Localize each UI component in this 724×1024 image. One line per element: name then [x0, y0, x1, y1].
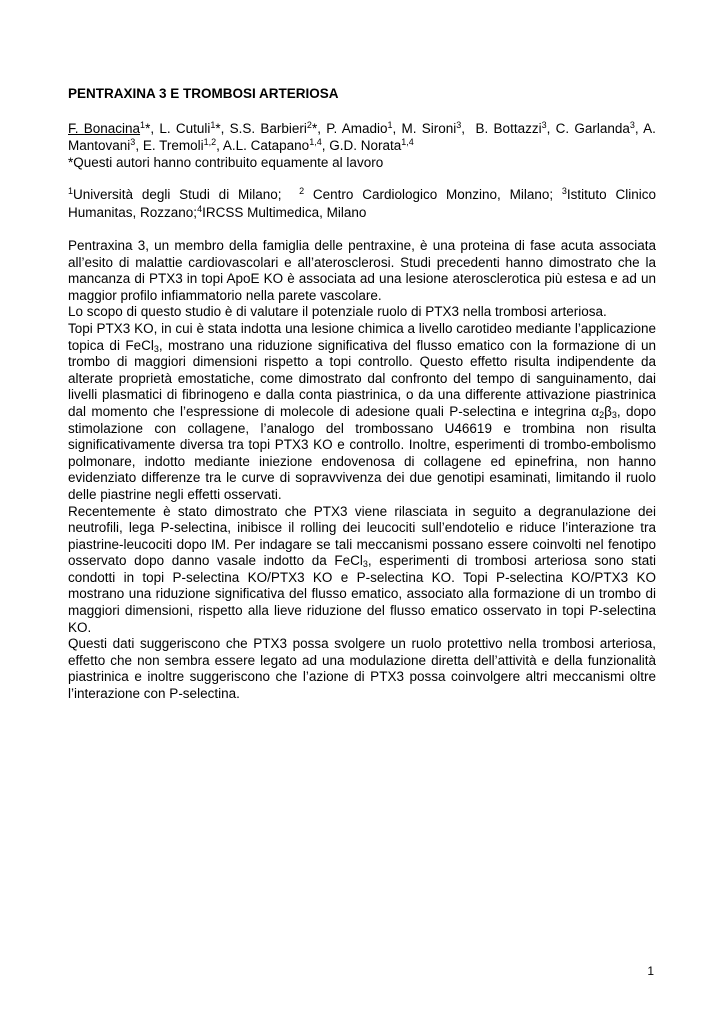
author: E. Tremoli$^{1,2}$, — [142, 137, 223, 153]
author-name: A. Mantovani — [68, 121, 656, 153]
affiliation-sup: 1 — [68, 186, 74, 196]
author-affiliation-sup: 3 — [629, 120, 635, 130]
author-name: S.S. Barbieri — [229, 121, 307, 136]
author: P. Amadio$^1$, — [326, 120, 402, 136]
equal-contribution-mark: * — [215, 121, 221, 136]
author-affiliation-sup: 1 — [387, 120, 393, 130]
affiliation-sup: 2 — [299, 186, 305, 196]
author: A. Mantovani$^3$, — [68, 121, 656, 153]
author-name: P. Amadio — [326, 121, 388, 136]
paragraph-results-pselectin: Recentemente è stato dimostrato che PTX3 viene rilasciata in seguito a degranulazione dei neutrofili, lega P-selectina, inibisce il rolling dei leucociti sull’endotelio e riduce l’interazione tra piastrine-leucociti dopo IM. Per indagare se tali meccanismi possano essere coinvolti nel fenotipo osservato dopo danno vasale indotto da FeCl$_3$, esperimenti di trombosi arteriosa sono stati condotti in topi P-selectina KO/PTX3 KO e P-selectina KO. Topi P-selectina KO/PTX3 KO mostrano una riduzione significativa del flusso ematico, associato alla formazione di un trombo di maggiori dimensioni, rispetto alla lieve riduzione del flusso ematico osservato in topi P-selectina KO. — [68, 503, 656, 635]
document-title: PENTRAXINA 3 E TROMBOSI ARTERIOSA — [68, 86, 339, 101]
page-number: 1 — [647, 964, 654, 978]
paragraph-aim: Lo scopo di questo studio è di valutare il potenziale ruolo di PTX3 nella trombosi arteriosa. — [68, 304, 607, 320]
author-affiliation-sup: 2 — [306, 120, 312, 130]
author-name: B. Bottazzi — [475, 121, 542, 136]
author: B. Bottazzi$^3$, — [475, 120, 556, 136]
author-affiliation-sup: 1,2 — [203, 137, 217, 147]
author: F. Bonacina$^1$*, — [68, 120, 160, 136]
equal-contribution-note: *Questi autori hanno contribuito equamente al lavoro — [68, 155, 384, 170]
author-name: L. Cutuli — [159, 121, 211, 136]
subscript: 3 — [153, 343, 159, 354]
affiliation-text: Università degli Studi di Milano; — [73, 187, 291, 202]
affiliations — [68, 186, 656, 222]
author-affiliation-sup: 1,4 — [309, 137, 322, 147]
author: M. Sironi$^3$, — [401, 120, 476, 136]
equal-contribution-mark: * — [145, 121, 151, 136]
author-affiliation-sup: 3 — [130, 137, 136, 147]
affiliation-text: Centro Cardiologico Monzino, Milano; — [304, 187, 562, 202]
author-list — [68, 120, 656, 154]
abstract-body — [68, 238, 656, 703]
affiliation-sup: 4 — [197, 204, 203, 214]
subscript: 2 — [599, 409, 605, 420]
paragraph-conclusion: Questi dati suggeriscono che PTX3 possa svolgere un ruolo protettivo nella trombosi arteriosa, effetto che non sembra essere legato ad una modulazione diretta dell’attività e della funzionalità piastrinica e inoltre suggeriscono che l’azione di PTX3 possa coinvolgere altri meccanismi oltre l’interazione con P-selectina. — [68, 636, 656, 702]
author: L. Cutuli$^1$*, — [159, 120, 230, 136]
author-affiliation-sup: 1 — [210, 120, 216, 130]
author-name: E. Tremoli — [142, 138, 204, 153]
author-affiliation-sup: 1,4 — [401, 137, 414, 147]
author: C. Garlanda$^3$, — [555, 120, 644, 136]
subscript: 3 — [611, 409, 617, 420]
author — [329, 138, 414, 153]
author-affiliation-sup: 3 — [541, 120, 547, 130]
equal-contribution-mark: * — [311, 121, 318, 136]
affiliation-sup: 3 — [561, 186, 567, 196]
author: S.S. Barbieri$^2$*, — [229, 120, 327, 136]
author-name: G.D. Norata — [329, 138, 402, 153]
affiliation-text: Istituto Clinico Humanitas, Rozzano; — [68, 187, 656, 220]
paragraph-results-ptx3: Topi PTX3 KO, in cui è stata indotta una lesione chimica a livello carotideo mediante l’applicazione topica di FeCl$_3$, mostrano una riduzione significativa del flusso ematico con la formazione di un trombo di maggiori dimensioni rispetto a topi controllo. Questo effetto risulta indipendente da alterate proprietà emostatiche, come dimostrato dal confronto del tempo di sanguinamento, dai livelli plasmatici di fibrinogeno e dalla conta piastrinica, o da una differente attivazione piastrinica dal momento che l’espressione di molecole di adesione quali P-selectina e integrina $\alpha_2\beta_3$, dopo stimolazione con collagene, l’analogo del trombossano U46619 e trombina non risulta significativamente diversa tra topi PTX3 KO e controllo. Inoltre, esperimenti di trombo-embolismo polmonare, indotto mediante iniezione endovenosa di collagene ed epinefrina, non hanno evidenziato differenze tra le curve di sopravvivenza dei due genotipi esaminati, limitando il ruolo delle piastrine negli effetti osservati. — [68, 320, 656, 502]
author-name: F. Bonacina — [68, 121, 141, 136]
author-affiliation-sup: 1 — [140, 120, 146, 130]
affiliation-text: IRCSS Multimedica, Milano — [202, 205, 367, 220]
author-affiliation-sup: 3 — [456, 120, 462, 130]
author-name: M. Sironi — [401, 121, 457, 136]
author: A.L. Catapano$^{1,4}$, — [222, 137, 330, 153]
author-name: C. Garlanda — [555, 121, 630, 136]
author-name: A.L. Catapano — [222, 138, 310, 153]
subscript: 3 — [362, 559, 368, 570]
paragraph-introduction: Pentraxina 3, un membro della famiglia delle pentraxine, è una proteina di fase acuta associata all’esito di malattie cardiovascolari e all’aterosclerosi. Studi precedenti hanno dimostrato che la mancanza di PTX3 in topi ApoE KO è associata ad una lesione aterosclerotica più estesa e ad un maggior profilo infiammatorio nella parete vascolare. — [68, 238, 656, 303]
